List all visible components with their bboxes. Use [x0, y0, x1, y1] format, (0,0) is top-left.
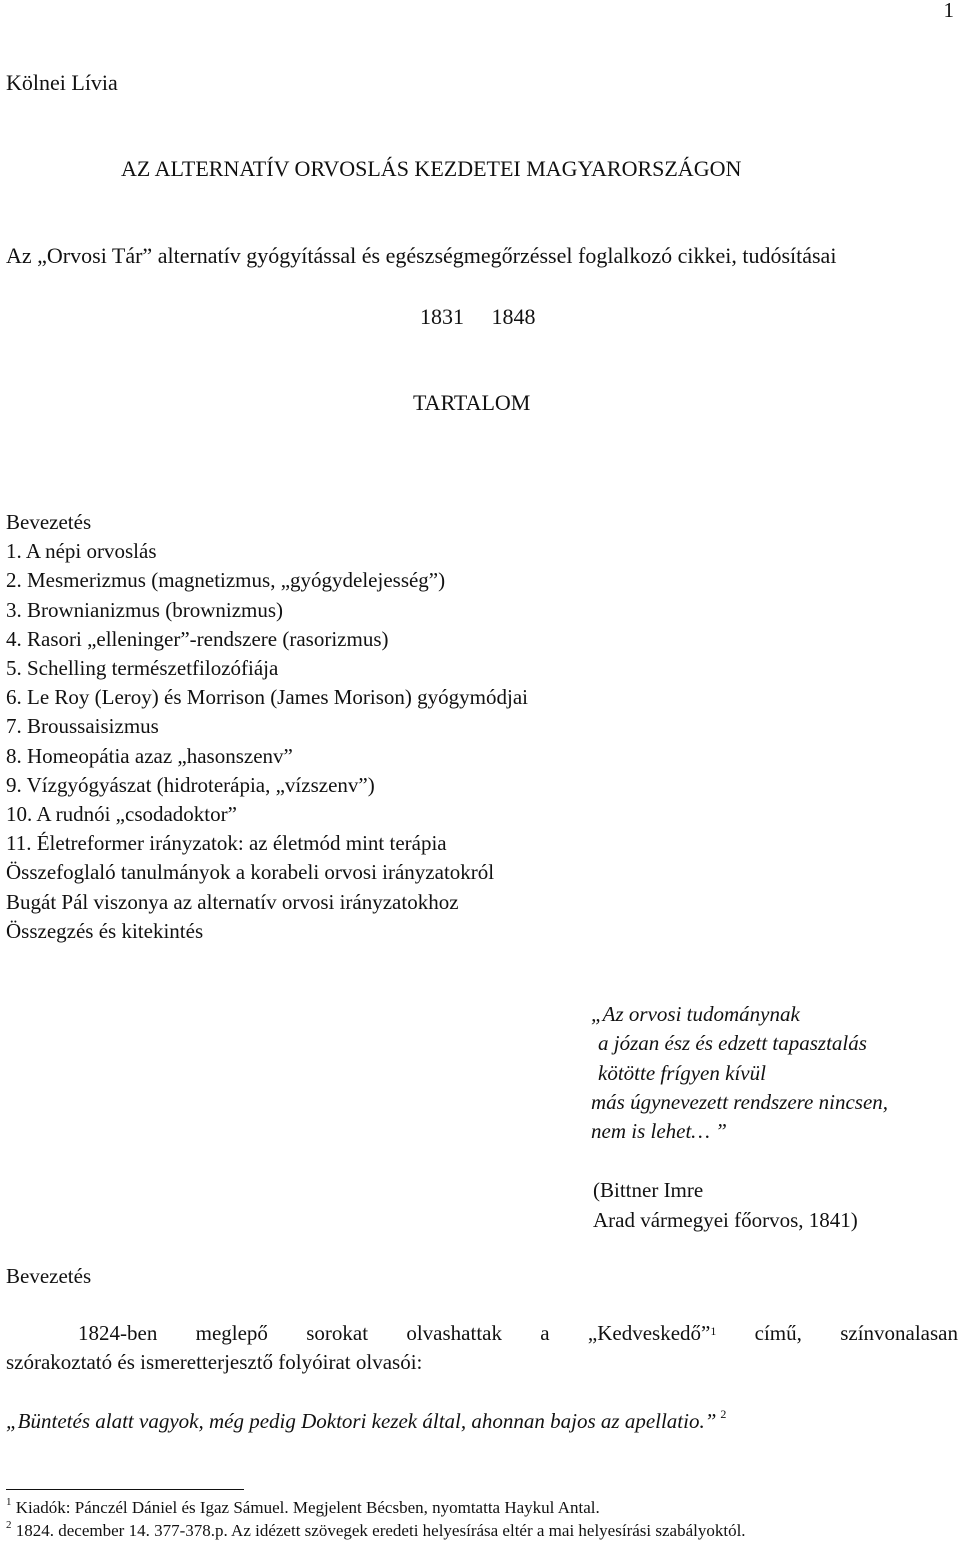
footnote-text: Kiadók: Pánczél Dániel és Igaz Sámuel. Megjelent Bécsben, nyomtatta Haykul Antal.: [15, 1498, 600, 1517]
page-number: 1: [943, 0, 954, 22]
toc-item: Összegzés és kitekintés: [6, 918, 204, 943]
toc-item: 1. A népi orvoslás: [6, 539, 157, 564]
toc-item: 10. A rudnói „csodadoktor”: [6, 802, 237, 827]
epigraph-line: nem is lehet… ”: [591, 1119, 727, 1144]
epigraph-attribution: [593, 1176, 858, 1235]
footnote-ref: 1: [710, 1324, 717, 1338]
quoted-text: „Büntetés alatt vagyok, még pedig Doktori kezek által, ahonnan bajos az apellatio.”: [6, 1409, 717, 1433]
footnote-ref: 2: [720, 1407, 727, 1421]
author-name: Kölnei Lívia: [6, 70, 118, 95]
footnote-number: 2: [6, 1519, 12, 1531]
footnote-number: 1: [6, 1496, 12, 1508]
toc-item: 3. Brownianizmus (brownizmus): [6, 597, 284, 622]
body-text: 1824-ben meglepő sorokat olvashattak a „Kedveskedő”: [78, 1321, 711, 1345]
attribution-line: (Bittner Imre: [593, 1178, 704, 1202]
body-text: című, színvonalasan: [754, 1321, 958, 1345]
toc-item: Összefoglaló tanulmányok a korabeli orvosi irányzatokról: [6, 860, 495, 885]
toc-item: 8. Homeopátia azaz „hasonszenv”: [6, 743, 293, 768]
toc-item: 7. Broussaisizmus: [6, 714, 159, 739]
toc-item: 6. Le Roy (Leroy) és Morrison (James Morison) gyógymódjai: [6, 685, 528, 710]
toc-item: 4. Rasori „elleninger”-rendszere (rasorizmus): [6, 626, 389, 651]
footnote-divider: [6, 1489, 244, 1490]
toc-item: Bevezetés: [6, 510, 92, 534]
toc-item: 5. Schelling természetfilozófiája: [6, 656, 279, 681]
section-heading: Bevezetés: [6, 1264, 92, 1288]
toc-item: 9. Vízgyógyászat (hidroterápia, „vízszenv”): [6, 772, 375, 797]
document-subtitle: Az „Orvosi Tár” alternatív gyógyítással és egészségmegőrzéssel foglalkozó cikkei, tudósításai: [6, 243, 837, 268]
toc-item: Bugát Pál viszonya az alternatív orvosi irányzatokhoz: [6, 889, 459, 914]
year-range-text: 1831 1848: [420, 304, 536, 329]
footnote-text: 1824. december 14. 377-378.p. Az idézett szövegek eredeti helyesírása eltér a mai helyesírási szabályoktól.: [15, 1521, 746, 1540]
year-range: [420, 304, 536, 330]
footnote: [6, 1498, 600, 1518]
body-line: szórakoztató és ismeretterjesztő folyóirat olvasói:: [6, 1349, 423, 1374]
epigraph-line: kötötte frígyen kívül: [598, 1060, 766, 1085]
epigraph-line: a józan ész és edzett tapasztalás: [598, 1031, 867, 1056]
toc-heading: TARTALOM: [413, 390, 531, 415]
toc-item: 11. Életreformer irányzatok: az életmód mint terápia: [6, 831, 447, 856]
attribution-line: Arad vármegyei főorvos, 1841): [593, 1207, 858, 1232]
epigraph-line: más úgynevezett rendszere nincsen,: [591, 1089, 889, 1114]
epigraph-line: „Az orvosi tudománynak: [591, 1002, 800, 1026]
table-of-contents: [6, 508, 528, 946]
epigraph-quote: [591, 1000, 888, 1146]
footnote: [6, 1521, 746, 1541]
body-paragraph: [6, 1319, 958, 1376]
body-line: [6, 1319, 958, 1348]
toc-item: 2. Mesmerizmus (magnetizmus, „gyógydelejesség”): [6, 568, 446, 593]
document-title: AZ ALTERNATÍV ORVOSLÁS KEZDETEI MAGYARORSZÁGON: [121, 156, 742, 181]
quoted-line: [6, 1409, 726, 1434]
